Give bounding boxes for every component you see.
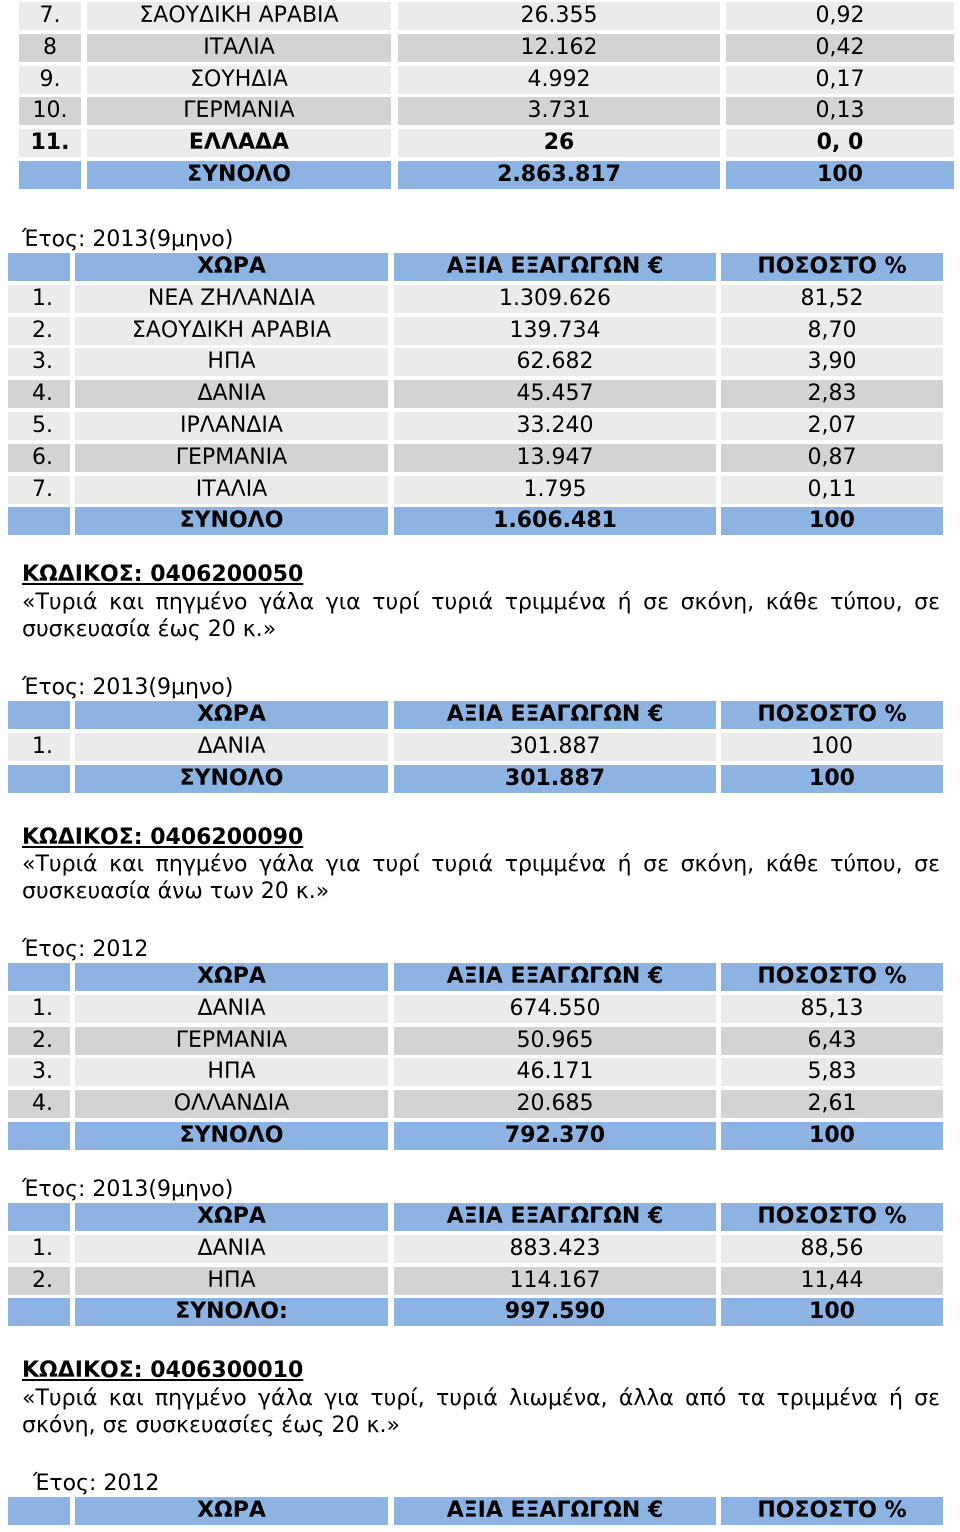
row-country: ΗΠΑ <box>75 1058 388 1086</box>
total-percent: 100 <box>721 1122 943 1150</box>
total-index-cell <box>8 1298 70 1326</box>
row-value: 13.947 <box>394 444 716 472</box>
table-row <box>8 1090 944 1118</box>
table-row <box>8 380 944 408</box>
header-index-cell <box>8 701 70 729</box>
row-value: 62.682 <box>394 348 716 376</box>
export-table <box>8 963 944 1154</box>
total-index-cell <box>19 161 81 189</box>
row-value: 45.457 <box>394 380 716 408</box>
total-index-cell <box>8 1122 70 1150</box>
row-percent: 2,61 <box>721 1090 943 1118</box>
row-country: ΔΑΝΙΑ <box>75 380 388 408</box>
header-value: ΑΞΙΑ ΕΞΑΓΩΓΩΝ € <box>394 701 716 729</box>
total-row <box>8 1298 944 1326</box>
row-percent: 100 <box>721 733 943 761</box>
product-code: ΚΩΔΙΚΟΣ: 0406200050 <box>22 562 304 587</box>
row-country: ΣΟΥΗΔΙΑ <box>87 66 391 94</box>
total-value: 2.863.817 <box>398 161 720 189</box>
row-index: 2. <box>8 1267 70 1295</box>
table-row <box>19 66 955 94</box>
row-value: 883.423 <box>394 1235 716 1263</box>
row-percent: 0,92 <box>726 2 954 30</box>
table-row <box>8 1267 944 1295</box>
row-index: 1. <box>8 285 70 313</box>
row-index: 1. <box>8 995 70 1023</box>
table-header-row <box>8 1497 944 1525</box>
row-value: 20.685 <box>394 1090 716 1118</box>
row-country: ΔΑΝΙΑ <box>75 1235 388 1263</box>
table-row <box>8 1027 944 1055</box>
row-index: 6. <box>8 444 70 472</box>
row-index: 1. <box>8 1235 70 1263</box>
total-percent: 100 <box>721 765 943 793</box>
total-percent: 100 <box>721 1298 943 1326</box>
total-value: 1.606.481 <box>394 507 716 535</box>
row-percent: 88,56 <box>721 1235 943 1263</box>
row-percent: 6,43 <box>721 1027 943 1055</box>
row-index: 9. <box>19 66 81 94</box>
row-value: 4.992 <box>398 66 720 94</box>
row-percent: 81,52 <box>721 285 943 313</box>
row-index: 5. <box>8 412 70 440</box>
table-row <box>8 476 944 504</box>
table-row <box>8 1235 944 1263</box>
header-index-cell <box>8 963 70 991</box>
row-value: 301.887 <box>394 733 716 761</box>
row-percent: 3,90 <box>721 348 943 376</box>
export-table <box>8 253 944 539</box>
header-country: ΧΩΡΑ <box>75 253 388 281</box>
table-row <box>8 285 944 313</box>
row-percent: 85,13 <box>721 995 943 1023</box>
export-table-continued <box>19 2 955 193</box>
header-country: ΧΩΡΑ <box>75 1497 388 1525</box>
row-country: ΓΕΡΜΑΝΙΑ <box>75 1027 388 1055</box>
total-row <box>8 765 944 793</box>
header-percent: ΠΟΣΟΣΤΟ % <box>721 701 943 729</box>
header-country: ΧΩΡΑ <box>75 1203 388 1231</box>
row-index: 10. <box>19 97 81 125</box>
total-percent: 100 <box>726 161 954 189</box>
export-table <box>8 1497 944 1529</box>
header-value: ΑΞΙΑ ΕΞΑΓΩΓΩΝ € <box>394 963 716 991</box>
table-row <box>19 2 955 30</box>
row-country: ΔΑΝΙΑ <box>75 995 388 1023</box>
row-country: ΝΕΑ ΖΗΛΑΝΔΙΑ <box>75 285 388 313</box>
row-percent: 5,83 <box>721 1058 943 1086</box>
table-header-row <box>8 1203 944 1231</box>
header-country: ΧΩΡΑ <box>75 701 388 729</box>
total-label: ΣΥΝΟΛΟ: <box>75 1298 388 1326</box>
year-label: Έτος: 2013(9μηνο) <box>22 675 234 700</box>
header-percent: ΠΟΣΟΣΤΟ % <box>721 1203 943 1231</box>
row-index: 11. <box>19 129 81 157</box>
row-country: ΓΕΡΜΑΝΙΑ <box>87 97 391 125</box>
row-value: 50.965 <box>394 1027 716 1055</box>
table-row <box>19 97 955 125</box>
year-label: Έτος: 2013(9μηνο) <box>22 227 234 252</box>
product-description: «Τυριά και πηγμένο γάλα για τυρί τυριά τριμμένα ή σε σκόνη, κάθε τύπου, σε συσκευασία άνω των 20 κ.» <box>22 852 940 904</box>
header-value: ΑΞΙΑ ΕΞΑΓΩΓΩΝ € <box>394 1203 716 1231</box>
total-value: 301.887 <box>394 765 716 793</box>
total-label: ΣΥΝΟΛΟ <box>75 507 388 535</box>
table-row <box>8 1058 944 1086</box>
total-row <box>19 161 955 189</box>
header-value: ΑΞΙΑ ΕΞΑΓΩΓΩΝ € <box>394 253 716 281</box>
row-index: 7. <box>19 2 81 30</box>
export-table <box>8 1203 944 1330</box>
row-country: ΗΠΑ <box>75 348 388 376</box>
row-country: ΙΤΑΛΙΑ <box>87 34 391 62</box>
row-value: 12.162 <box>398 34 720 62</box>
row-index: 4. <box>8 380 70 408</box>
total-value: 997.590 <box>394 1298 716 1326</box>
row-percent: 8,70 <box>721 317 943 345</box>
row-value: 1.309.626 <box>394 285 716 313</box>
total-row <box>8 507 944 535</box>
row-value: 46.171 <box>394 1058 716 1086</box>
total-percent: 100 <box>721 507 943 535</box>
row-percent: 11,44 <box>721 1267 943 1295</box>
row-percent: 0,87 <box>721 444 943 472</box>
year-label: Έτος: 2012 <box>33 1471 160 1496</box>
header-index-cell <box>8 253 70 281</box>
row-value: 26 <box>398 129 720 157</box>
header-value: ΑΞΙΑ ΕΞΑΓΩΓΩΝ € <box>394 1497 716 1525</box>
table-row <box>19 129 955 157</box>
row-value: 139.734 <box>394 317 716 345</box>
header-country: ΧΩΡΑ <box>75 963 388 991</box>
row-country: ΙΤΑΛΙΑ <box>75 476 388 504</box>
row-index: 3. <box>8 348 70 376</box>
export-table <box>8 701 944 796</box>
header-percent: ΠΟΣΟΣΤΟ % <box>721 963 943 991</box>
table-header-row <box>8 701 944 729</box>
row-country: ΙΡΛΑΝΔΙΑ <box>75 412 388 440</box>
row-index: 2. <box>8 317 70 345</box>
row-value: 114.167 <box>394 1267 716 1295</box>
table-header-row <box>8 963 944 991</box>
row-percent: 0,13 <box>726 97 954 125</box>
total-index-cell <box>8 507 70 535</box>
row-value: 1.795 <box>394 476 716 504</box>
product-code: ΚΩΔΙΚΟΣ: 0406200090 <box>22 825 304 850</box>
row-percent: 0,11 <box>721 476 943 504</box>
row-country: ΔΑΝΙΑ <box>75 733 388 761</box>
header-percent: ΠΟΣΟΣΤΟ % <box>721 1497 943 1525</box>
row-value: 674.550 <box>394 995 716 1023</box>
row-percent: 0, 0 <box>726 129 954 157</box>
row-index: 4. <box>8 1090 70 1118</box>
table-row <box>19 34 955 62</box>
row-country: ΣΑΟΥΔΙΚΗ ΑΡΑΒΙΑ <box>87 2 391 30</box>
row-value: 3.731 <box>398 97 720 125</box>
header-percent: ΠΟΣΟΣΤΟ % <box>721 253 943 281</box>
total-value: 792.370 <box>394 1122 716 1150</box>
table-row <box>8 733 944 761</box>
total-index-cell <box>8 765 70 793</box>
row-index: 3. <box>8 1058 70 1086</box>
table-row <box>8 317 944 345</box>
row-index: 2. <box>8 1027 70 1055</box>
row-country: ΓΕΡΜΑΝΙΑ <box>75 444 388 472</box>
row-percent: 2,83 <box>721 380 943 408</box>
table-row <box>8 348 944 376</box>
row-country: ΟΛΛΑΝΔΙΑ <box>75 1090 388 1118</box>
product-code: ΚΩΔΙΚΟΣ: 0406300010 <box>22 1358 304 1383</box>
row-index: 7. <box>8 476 70 504</box>
row-percent: 0,42 <box>726 34 954 62</box>
total-row <box>8 1122 944 1150</box>
row-index: 1. <box>8 733 70 761</box>
header-index-cell <box>8 1497 70 1525</box>
row-percent: 2,07 <box>721 412 943 440</box>
total-label: ΣΥΝΟΛΟ <box>75 1122 388 1150</box>
year-label: Έτος: 2013(9μηνο) <box>22 1177 234 1202</box>
row-country: ΗΠΑ <box>75 1267 388 1295</box>
row-index: 8 <box>19 34 81 62</box>
table-header-row <box>8 253 944 281</box>
year-label: Έτος: 2012 <box>22 937 149 962</box>
row-percent: 0,17 <box>726 66 954 94</box>
header-index-cell <box>8 1203 70 1231</box>
row-country: ΣΑΟΥΔΙΚΗ ΑΡΑΒΙΑ <box>75 317 388 345</box>
row-country: ΕΛΛΑΔΑ <box>87 129 391 157</box>
row-value: 33.240 <box>394 412 716 440</box>
table-row <box>8 995 944 1023</box>
table-row <box>8 444 944 472</box>
table-row <box>8 412 944 440</box>
product-description: «Τυριά και πηγμένο γάλα για τυρί, τυριά λιωμένα, άλλα από τα τριμμένα ή σε σκόνη, σε συσκευασίες έως 20 κ.» <box>22 1386 940 1438</box>
row-value: 26.355 <box>398 2 720 30</box>
total-label: ΣΥΝΟΛΟ <box>87 161 391 189</box>
product-description: «Τυριά και πηγμένο γάλα για τυρί τυριά τριμμένα ή σε σκόνη, κάθε τύπου, σε συσκευασία έως 20 κ.» <box>22 590 940 642</box>
total-label: ΣΥΝΟΛΟ <box>75 765 388 793</box>
